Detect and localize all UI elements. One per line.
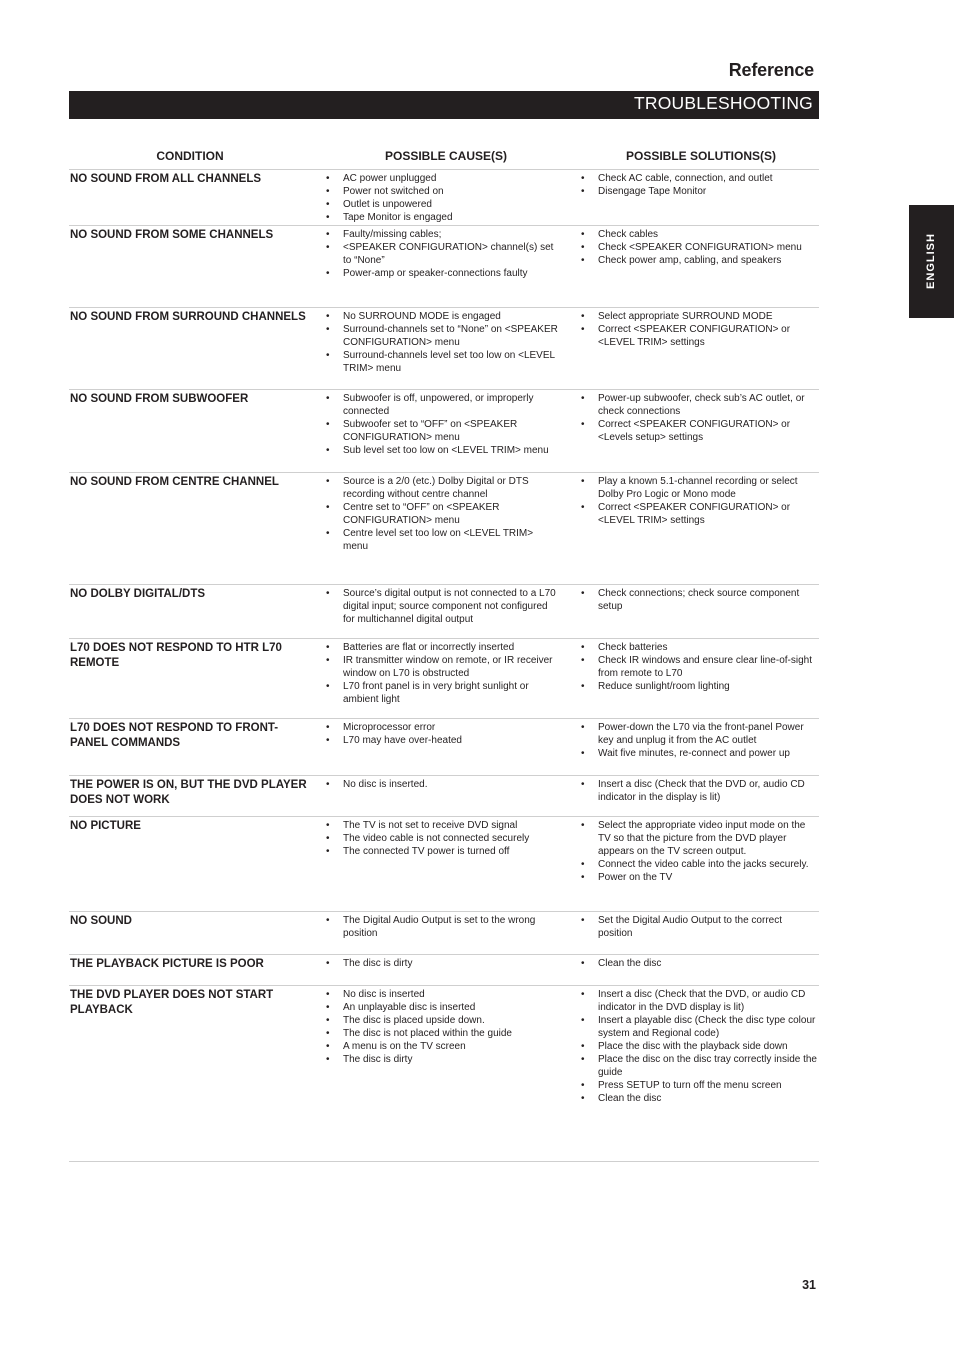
causes-list (326, 172, 558, 224)
solutions-list (581, 957, 819, 970)
cause-item: • Power-amp or speaker-connections faulty (326, 267, 558, 280)
cause-item: • Faulty/missing cables; (326, 228, 558, 241)
page-number: 31 (802, 1278, 816, 1292)
solutions-list (581, 587, 819, 613)
solution-item: • Clean the disc (581, 957, 819, 970)
row-divider (69, 985, 819, 986)
solution-item: • Power-down the L70 via the front-panel Power key and unplug it from the AC outlet (581, 721, 819, 747)
cause-item: • The TV is not set to receive DVD signal (326, 819, 558, 832)
causes-list (326, 392, 558, 457)
solutions-list (581, 914, 819, 940)
page-title: TROUBLESHOOTING (634, 93, 813, 113)
condition-cell: L70 DOES NOT RESPOND TO HTR L70 REMOTE (70, 642, 282, 669)
solution-item: • Power-up subwoofer, check sub’s AC outlet, or check connections (581, 392, 819, 418)
cause-item: • The Digital Audio Output is set to the wrong position (326, 914, 558, 940)
solution-item: • Insert a playable disc (Check the disc type colour system and Regional code) (581, 1014, 819, 1040)
cause-item: • A menu is on the TV screen (326, 1040, 558, 1053)
solution-item: • Reduce sunlight/room lighting (581, 680, 819, 693)
cause-item: • Surround-channels level set too low on <LEVEL TRIM> menu (326, 349, 558, 375)
cause-item: • Microprocessor error (326, 721, 558, 734)
cause-item: • L70 may have over-heated (326, 734, 558, 747)
solutions-list (581, 228, 819, 267)
condition-cell: NO SOUND FROM ALL CHANNELS (70, 173, 262, 185)
solution-item: • Check connections; check source component setup (581, 587, 819, 613)
cause-item: • Batteries are flat or incorrectly inserted (326, 641, 558, 654)
solution-item: • Check <SPEAKER CONFIGURATION> menu (581, 241, 819, 254)
solution-item: • Correct <SPEAKER CONFIGURATION> or <LEVEL TRIM> settings (581, 323, 819, 349)
cause-item: • An unplayable disc is inserted (326, 1001, 558, 1014)
causes-list (326, 988, 558, 1066)
solution-item: • Select the appropriate video input mode on the TV so that the picture from the DVD player appears on the TV screen output. (581, 819, 819, 858)
cause-item: • Centre level set too low on <LEVEL TRIM> menu (326, 527, 558, 553)
row-divider (69, 718, 819, 719)
cause-item: • Surround-channels set to “None” on <SPEAKER CONFIGURATION> menu (326, 323, 558, 349)
row-divider (69, 638, 819, 639)
solutions-list (581, 819, 819, 884)
solutions-list (581, 310, 819, 349)
solution-item: • Set the Digital Audio Output to the correct position (581, 914, 819, 940)
solutions-list (581, 721, 819, 760)
solution-item: • Press SETUP to turn off the menu screen (581, 1079, 819, 1092)
language-tab (909, 205, 954, 318)
condition-cell: NO SOUND FROM CENTRE CHANNEL (70, 476, 279, 488)
solution-item: • Check batteries (581, 641, 819, 654)
cause-item: • Source is a 2/0 (etc.) Dolby Digital or DTS recording without centre channel (326, 475, 558, 501)
cause-item: • Source’s digital output is not connected to a L70 digital input; source component not configured for multichannel digital output (326, 587, 558, 626)
solution-item: • Place the disc on the disc tray correctly inside the guide (581, 1053, 819, 1079)
cause-item: • No SURROUND MODE is engaged (326, 310, 558, 323)
cause-item: • No disc is inserted (326, 988, 558, 1001)
row-divider (69, 472, 819, 473)
row-divider (69, 775, 819, 776)
cause-item: • Subwoofer is off, unpowered, or improperly connected (326, 392, 558, 418)
condition-cell: THE POWER IS ON, BUT THE DVD PLAYER DOES NOT WORK (70, 779, 307, 806)
column-header-solutions: POSSIBLE SOLUTIONS(S) (625, 149, 776, 163)
causes-list (326, 721, 558, 747)
cause-item: • Outlet is unpowered (326, 198, 558, 211)
solution-item: • Play a known 5.1-channel recording or select Dolby Pro Logic or Mono mode (581, 475, 819, 501)
condition-cell: NO PICTURE (70, 820, 141, 832)
solutions-list (581, 641, 819, 693)
solution-item: • Check power amp, cabling, and speakers (581, 254, 819, 267)
cause-item: • Tape Monitor is engaged (326, 211, 558, 224)
cause-item: • The disc is dirty (326, 1053, 558, 1066)
causes-list (326, 957, 558, 970)
table-bottom-rule (69, 1161, 819, 1162)
condition-cell: NO SOUND FROM SUBWOOFER (70, 393, 249, 405)
cause-item: • No disc is inserted. (326, 778, 558, 791)
row-divider (69, 911, 819, 912)
cause-item: • IR transmitter window on remote, or IR receiver window on L70 is obstructed (326, 654, 558, 680)
cause-item: • The disc is dirty (326, 957, 558, 970)
row-divider (69, 584, 819, 585)
solution-item: • Check AC cable, connection, and outlet (581, 172, 819, 185)
cause-item: • Centre set to “OFF” on <SPEAKER CONFIGURATION> menu (326, 501, 558, 527)
cause-item: • <SPEAKER CONFIGURATION> channel(s) set to “None” (326, 241, 558, 267)
causes-list (326, 641, 558, 706)
solutions-list (581, 392, 819, 444)
row-divider (69, 389, 819, 390)
solution-item: • Clean the disc (581, 1092, 819, 1105)
condition-cell: NO SOUND (70, 915, 132, 927)
row-divider (69, 307, 819, 308)
cause-item: • L70 front panel is in very bright sunlight or ambient light (326, 680, 558, 706)
solutions-list (581, 475, 819, 527)
condition-cell: NO SOUND FROM SOME CHANNELS (70, 229, 274, 241)
row-divider (69, 954, 819, 955)
condition-cell: NO SOUND FROM SURROUND CHANNELS (70, 311, 306, 323)
row-divider (69, 169, 819, 170)
cause-item: • The connected TV power is turned off (326, 845, 558, 858)
causes-list (326, 914, 558, 940)
solutions-list (581, 172, 819, 198)
causes-list (326, 310, 558, 375)
solution-item: • Power on the TV (581, 871, 819, 884)
cause-item: • Power not switched on (326, 185, 558, 198)
condition-cell: L70 DOES NOT RESPOND TO FRONT-PANEL COMMANDS (70, 722, 279, 749)
solution-item: • Place the disc with the playback side down (581, 1040, 819, 1053)
solutions-list (581, 778, 819, 804)
title-bar (69, 91, 819, 119)
solution-item: • Wait five minutes, re-connect and power up (581, 747, 819, 760)
condition-cell: THE DVD PLAYER DOES NOT START PLAYBACK (70, 989, 274, 1016)
cause-item: • The disc is placed upside down. (326, 1014, 558, 1027)
causes-list (326, 587, 558, 626)
solution-item: • Connect the video cable into the jacks securely. (581, 858, 819, 871)
solution-item: • Correct <SPEAKER CONFIGURATION> or <LEVEL TRIM> settings (581, 501, 819, 527)
column-header-causes: POSSIBLE CAUSE(S) (384, 149, 507, 163)
causes-list (326, 475, 558, 553)
cause-item: • The disc is not placed within the guide (326, 1027, 558, 1040)
condition-cell: NO DOLBY DIGITAL/DTS (70, 588, 206, 600)
solution-item: • Check cables (581, 228, 819, 241)
causes-list (326, 819, 558, 858)
solution-item: • Correct <SPEAKER CONFIGURATION> or <Levels setup> settings (581, 418, 819, 444)
cause-item: • Subwoofer set to “OFF” on <SPEAKER CONFIGURATION> menu (326, 418, 558, 444)
causes-list (326, 228, 558, 280)
solutions-list (581, 988, 819, 1105)
solution-item: • Insert a disc (Check that the DVD, or audio CD indicator in the DVD display is lit) (581, 988, 819, 1014)
solution-item: • Insert a disc (Check that the DVD or, audio CD indicator in the display is lit) (581, 778, 819, 804)
column-header-condition: CONDITION (156, 149, 224, 163)
language-tab-label: ENGLISH (925, 233, 937, 289)
causes-list (326, 778, 558, 791)
row-divider (69, 225, 819, 226)
row-divider (69, 816, 819, 817)
cause-item: • The video cable is not connected securely (326, 832, 558, 845)
solution-item: • Disengage Tape Monitor (581, 185, 819, 198)
solution-item: • Check IR windows and ensure clear line-of-sight from remote to L70 (581, 654, 819, 680)
solution-item: • Select appropriate SURROUND MODE (581, 310, 819, 323)
condition-cell: THE PLAYBACK PICTURE IS POOR (70, 958, 264, 970)
cause-item: • AC power unplugged (326, 172, 558, 185)
section-title: Reference (728, 60, 814, 80)
cause-item: • Sub level set too low on <LEVEL TRIM> menu (326, 444, 558, 457)
